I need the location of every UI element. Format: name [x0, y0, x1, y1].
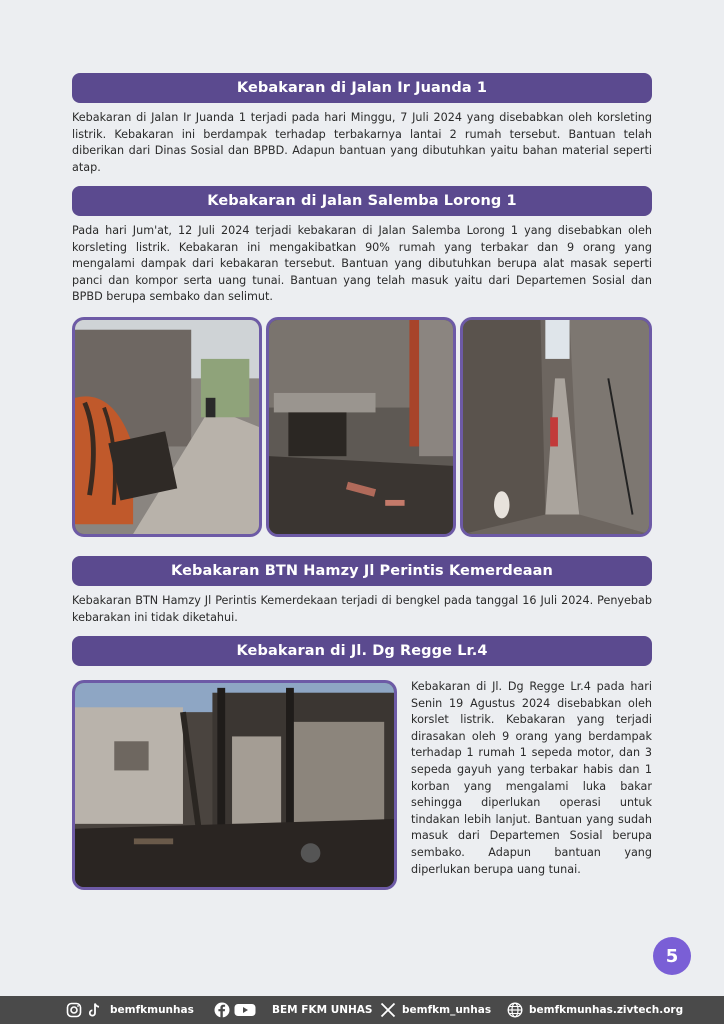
fire-photo-alley-1 [72, 317, 262, 537]
section-2-title: Kebakaran di Jalan Salemba Lorong 1 [72, 186, 652, 216]
footer-x-handle: bemfkm_unhas [402, 1004, 492, 1016]
section-1-body: Kebakaran di Jalan Ir Juanda 1 terjadi pada hari Minggu, 7 Juli 2024 yang disebabkan oleh korsleting listrik. Kebakaran ini berdampak terhadap terbakarnya lantai 2 rumah tersebut. Bantuan telah diberikan dari Dinas Sosial dan BPBD. Adapun bantuan yang dibutuhkan yaitu bahan material seperti atap. [72, 111, 652, 174]
instagram-icon [66, 1002, 82, 1018]
footer-social-handle: bemfkmunhas [110, 1004, 194, 1016]
footer-facebook-youtube-label: BEM FKM UNHAS [272, 1004, 373, 1016]
globe-icon [507, 1002, 523, 1018]
page-number-badge: 5 [653, 937, 691, 975]
youtube-icon [234, 1002, 256, 1018]
footer-website-group[interactable] [507, 1001, 683, 1019]
footer-facebook-youtube-group[interactable] [214, 1001, 372, 1019]
fire-photo-alley-2 [460, 317, 652, 537]
section-3-title: Kebakaran BTN Hamzy Jl Perintis Kemerdeaan [72, 556, 652, 586]
x-icon [380, 1002, 396, 1018]
footer-social-group[interactable] [66, 1001, 194, 1019]
footer-bar [0, 996, 724, 1024]
footer-website: bemfkmunhas.zivtech.org [529, 1004, 684, 1016]
section-4-body: Kebakaran di Jl. Dg Regge Lr.4 pada hari Senin 19 Agustus 2024 disebabkan oleh korslet listrik. Kebakaran yang terjadi dirasakan oleh 9 orang yang berdampak terhadap 1 rumah 1 sepeda motor, dan 3 sepeda gayuh yang terbakar habis dan 1 korban yang mengalami luka bakar sehingga diperlukan operasi untuk tindakan lebih lanjut. Bantuan yang sudah masuk dari Departemen Sosial berupa sembako. Adapun bantuan yang diperlukan berupa uang tunai. [411, 680, 652, 876]
section-1-title: Kebakaran di Jalan Ir Juanda 1 [72, 73, 652, 103]
section-2-body: Pada hari Jum'at, 12 Juli 2024 terjadi kebakaran di Jalan Salemba Lorong 1 yang disebabkan oleh korsleting listrik. Kebakaran ini mengakibatkan 90% rumah yang terbakar dan 9 orang yang mengalami dampak dari kebakaran tersebut. Bantuan yang dibutuhkan berupa alat masak seperti panci dan kompor serta uang tunai. Bantuan yang telah masuk yaitu dari Departemen Sosial dan BPBD berupa sembako dan selimut. [72, 224, 652, 304]
footer-x-group[interactable] [380, 1001, 491, 1019]
fire-photo-burned-house [72, 680, 397, 890]
facebook-icon [214, 1002, 230, 1018]
tiktok-icon [86, 1002, 102, 1018]
fire-photo-kitchen [266, 317, 456, 537]
section-3-body: Kebakaran BTN Hamzy Jl Perintis Kemerdekaan terjadi di bengkel pada tanggal 16 Juli 2024. Penyebab kebarakan ini tidak diketahui. [72, 594, 652, 624]
section-4-title: Kebakaran di Jl. Dg Regge Lr.4 [72, 636, 652, 666]
